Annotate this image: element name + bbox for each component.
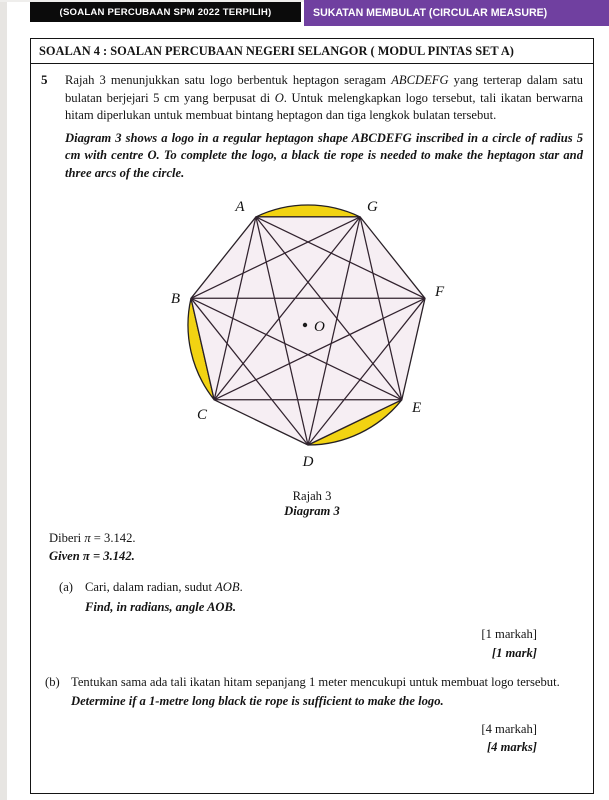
part-a-marks-malay: [1 markah] bbox=[481, 627, 537, 642]
centre-label-O: O bbox=[314, 319, 325, 335]
diagram-caption-malay: Rajah 3 bbox=[292, 489, 332, 503]
vertex-label-A: A bbox=[235, 199, 245, 215]
given-segment: = 3.142. bbox=[90, 531, 136, 545]
part-b-marks-malay: [4 markah] bbox=[481, 722, 537, 736]
part-a-text bbox=[85, 579, 583, 616]
malay-segment: yang terterap dalam satu bulatan berjejari 5 cm yang berpusat di bbox=[65, 73, 583, 105]
question-number: 5 bbox=[41, 72, 48, 87]
question-text bbox=[65, 72, 583, 182]
section-title: SOALAN 4 : SOALAN PERCUBAAN NEGERI SELANGOR ( MODUL PINTAS SET A) bbox=[31, 39, 593, 64]
banner-topic-label: SUKATAN MEMBULAT (CIRCULAR MEASURE) bbox=[313, 7, 548, 19]
heptagon-name: ABCDEFG bbox=[391, 73, 449, 87]
question-text-english: Diagram 3 shows a logo in a regular heptagon shape ABCDEFG inscribed in a circle of radius 5 cm with centre O. To complete the logo, a black tie rope is needed to make the heptagon star and three arcs of the circle. bbox=[65, 130, 583, 180]
diagram-caption-english: Diagram 3 bbox=[284, 504, 340, 518]
question-5 bbox=[41, 72, 583, 182]
part-b-marks bbox=[41, 720, 537, 757]
question-text-malay bbox=[65, 72, 583, 125]
part-b-marks-english: [4 marks] bbox=[486, 740, 537, 755]
part-a-marks-english: [1 mark] bbox=[491, 645, 537, 660]
centre-symbol: O bbox=[274, 90, 284, 105]
malay-segment: . Untuk melengkapkan logo tersebut, tali ikatan berwarna hitam diperlukan untuk membuat bintang heptagon dan tiga lengkok bulatan tersebut. bbox=[65, 90, 584, 123]
given-block bbox=[49, 531, 583, 564]
part-b-label: (b) bbox=[45, 674, 60, 689]
part-a-english: Find, in radians, angle AOB. bbox=[85, 599, 237, 614]
heptagon-star-figure bbox=[162, 190, 462, 482]
vertex-label-G: G bbox=[367, 199, 378, 215]
vertex-label-C: C bbox=[196, 407, 208, 423]
part-a-segment: . bbox=[239, 580, 243, 594]
question-box bbox=[30, 38, 594, 794]
part-a bbox=[59, 579, 583, 616]
part-b bbox=[45, 674, 583, 711]
malay-segment: Rajah 3 menunjukkan satu logo berbentuk heptagon seragam bbox=[65, 73, 392, 87]
part-a-label: (a) bbox=[59, 580, 73, 594]
vertex-label-D: D bbox=[302, 454, 314, 470]
angle-name: AOB bbox=[215, 580, 240, 594]
question-content bbox=[31, 64, 593, 757]
banner-exam-source-label: (SOALAN PERCUBAAN SPM 2022 TERPILIH) bbox=[59, 6, 272, 18]
given-segment: Diberi bbox=[49, 531, 85, 545]
part-a-malay bbox=[85, 579, 583, 597]
part-a-marks bbox=[41, 625, 537, 662]
vertex-label-F: F bbox=[435, 284, 445, 300]
banner-exam-source bbox=[30, 2, 301, 22]
vertex-label-B: B bbox=[170, 291, 180, 307]
part-b-text bbox=[71, 674, 561, 711]
arc-segment-AG bbox=[256, 205, 360, 217]
logo-diagram bbox=[41, 190, 583, 519]
vertex-label-E: E bbox=[412, 400, 422, 416]
part-b-malay: Tentukan sama ada tali ikatan hitam sepanjang 1 meter mencukupi untuk membuat logo tersebut. bbox=[71, 674, 560, 689]
centre-dot bbox=[303, 323, 307, 327]
part-a-segment: Cari, dalam radian, sudut bbox=[85, 580, 216, 594]
part-b-english: Determine if a 1-metre long black tie rope is sufficient to make the logo. bbox=[71, 694, 444, 709]
banner-topic bbox=[304, 0, 609, 26]
page-left-edge bbox=[0, 0, 7, 800]
given-english: Given π = 3.142. bbox=[49, 549, 135, 563]
given-malay bbox=[49, 531, 583, 546]
pi-symbol: π bbox=[84, 531, 91, 545]
